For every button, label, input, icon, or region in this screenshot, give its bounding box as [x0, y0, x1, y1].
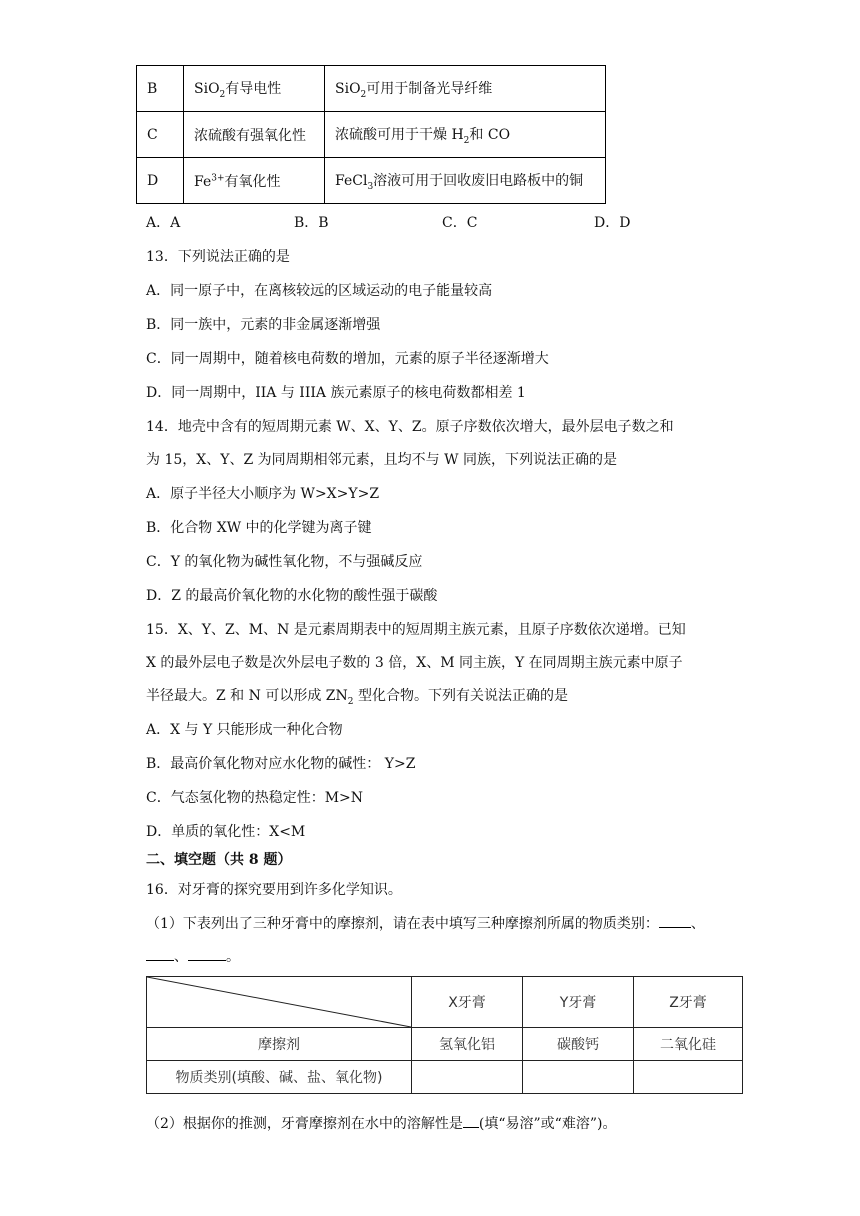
answer-cell[interactable]: [412, 1061, 523, 1094]
text-span: 溶液可用于回收废旧电路板中的铜: [373, 172, 584, 189]
text-span: 。: [226, 949, 240, 965]
table-row: [137, 66, 606, 112]
q14-option-d: D．Z 的最高价氧化物的水化物的酸性强于碳酸: [146, 588, 438, 604]
table-cell: 碳酸钙: [523, 1028, 634, 1061]
diagonal-corner-cell: [147, 977, 412, 1028]
section-heading: 二、填空题（共 8 题）: [146, 852, 292, 868]
answer-cell[interactable]: [523, 1061, 634, 1094]
diagonal-line: [147, 977, 411, 1027]
subscript: 2: [463, 135, 470, 146]
table-cell: 二氧化硅: [634, 1028, 743, 1061]
q12-option-b: B．B: [294, 215, 329, 231]
table-cell: 氢氧化铝: [412, 1028, 523, 1061]
subscript: 2: [219, 89, 226, 100]
superscript: 3+: [211, 172, 225, 183]
q14-option-b: B．化合物 XW 中的化学键为离子键: [146, 520, 372, 536]
answer-blank-3[interactable]: [188, 946, 226, 961]
q16-part1-line1: [146, 913, 705, 933]
q13-option-c: C．同一周期中，随着核电荷数的增加，元素的原子半径逐渐增大: [146, 351, 549, 367]
row-header: 物质类别(填酸、碱、盐、氧化物): [147, 1061, 412, 1094]
table-row: [137, 158, 606, 204]
q13-option-d: D．同一周期中，IIA 与 IIIA 族元素原子的核电荷数都相差 1: [146, 385, 526, 401]
option-label: C: [137, 112, 184, 158]
text-span: （2）根据你的推测，牙膏摩擦剂在水中的溶解性是: [146, 1116, 463, 1132]
text-span: 、: [690, 916, 705, 932]
table-row: [147, 1061, 743, 1094]
use-cell: [325, 112, 606, 158]
column-header: X牙膏: [412, 977, 523, 1028]
text-span: 可用于制备光导纤维: [366, 80, 493, 97]
answer-blank-2[interactable]: [146, 946, 174, 961]
option-label: D: [137, 158, 184, 204]
use-cell: [325, 66, 606, 112]
text-span: FeCl: [335, 172, 368, 189]
text-span: SiO: [194, 80, 220, 97]
q12-option-a: A．A: [146, 215, 181, 231]
q15-stem-line1: 15．X、Y、Z、M、N 是元素周期表中的短周期主族元素，且原子序数依次递增。已知: [146, 622, 686, 638]
column-header: Y牙膏: [523, 977, 634, 1028]
q16-part2: [146, 1113, 616, 1133]
text-span: 型化合物。下列有关说法正确的是: [353, 688, 568, 704]
answer-blank-1[interactable]: [659, 913, 691, 928]
q15-option-b: B．最高价氧化物对应水化物的碱性： Y>Z: [146, 756, 416, 772]
subscript: 3: [367, 181, 374, 192]
text-span: (填“易溶”或“难溶”)。: [478, 1116, 617, 1132]
text-span: 半径最大。Z 和 N 可以形成 ZN: [146, 688, 348, 704]
text-span: 有导电性: [225, 80, 282, 97]
text-span: （1）下表列出了三种牙膏中的摩擦剂，请在表中填写三种摩擦剂所属的物质类别：: [146, 916, 659, 932]
property-cell: [184, 66, 325, 112]
q16-stem: 16．对牙膏的探究要用到许多化学知识。: [146, 882, 402, 898]
toothpaste-table: [146, 976, 743, 1094]
text-span: Fe: [194, 173, 212, 190]
table-row: [147, 1028, 743, 1061]
q15-option-d: D．单质的氧化性：X<M: [146, 824, 306, 840]
row-header: 摩擦剂: [147, 1028, 412, 1061]
property-cell: 浓硫酸有强氧化性: [184, 112, 325, 158]
q14-option-c: C．Y 的氧化物为碱性氧化物，不与强碱反应: [146, 554, 423, 570]
q15-option-a: A．X 与 Y 只能形成一种化合物: [146, 722, 343, 738]
text-span: SiO: [335, 80, 361, 97]
q14-stem-line2: 为 15，X、Y、Z 为同周期相邻元素，且均不与 W 同族，下列说法正确的是: [146, 452, 617, 468]
column-header: Z牙膏: [634, 977, 743, 1028]
subscript: 2: [360, 89, 367, 100]
q15-stem-line3: [146, 685, 568, 707]
options-table: [136, 65, 606, 204]
table-row: [137, 112, 606, 158]
q13-stem: 13．下列说法正确的是: [146, 249, 290, 265]
q12-option-d: D．D: [594, 215, 631, 231]
q12-option-c: C．C: [442, 215, 478, 231]
q16-part1-line2: [146, 946, 240, 966]
q12-options: [146, 212, 746, 232]
q14-stem-line1: 14．地壳中含有的短周期元素 W、X、Y、Z。原子序数依次增大，最外层电子数之和: [146, 419, 674, 435]
text-span: 浓硫酸可用于干燥 H: [335, 126, 464, 143]
q15-option-c: C．气态氢化物的热稳定性：M>N: [146, 790, 364, 806]
q13-option-a: A．同一原子中，在离核较远的区域运动的电子能量较高: [146, 283, 493, 299]
q15-stem-line2: X 的最外层电子数是次外层电子数的 3 倍，X、M 同主族，Y 在同周期主族元素中原子: [146, 655, 683, 671]
answer-blank-4[interactable]: [463, 1113, 479, 1128]
option-label: B: [137, 66, 184, 112]
answer-cell[interactable]: [634, 1061, 743, 1094]
q14-option-a: A．原子半径大小顺序为 W>X>Y>Z: [146, 486, 380, 502]
text-span: 和 CO: [469, 126, 511, 143]
property-cell: [184, 158, 325, 204]
q13-option-b: B．同一族中，元素的非金属逐渐增强: [146, 317, 381, 333]
subscript: 2: [347, 696, 354, 707]
text-span: 、: [174, 949, 188, 965]
text-span: 有氧化性: [224, 173, 281, 190]
use-cell: [325, 158, 606, 204]
table-header-row: [147, 977, 743, 1028]
